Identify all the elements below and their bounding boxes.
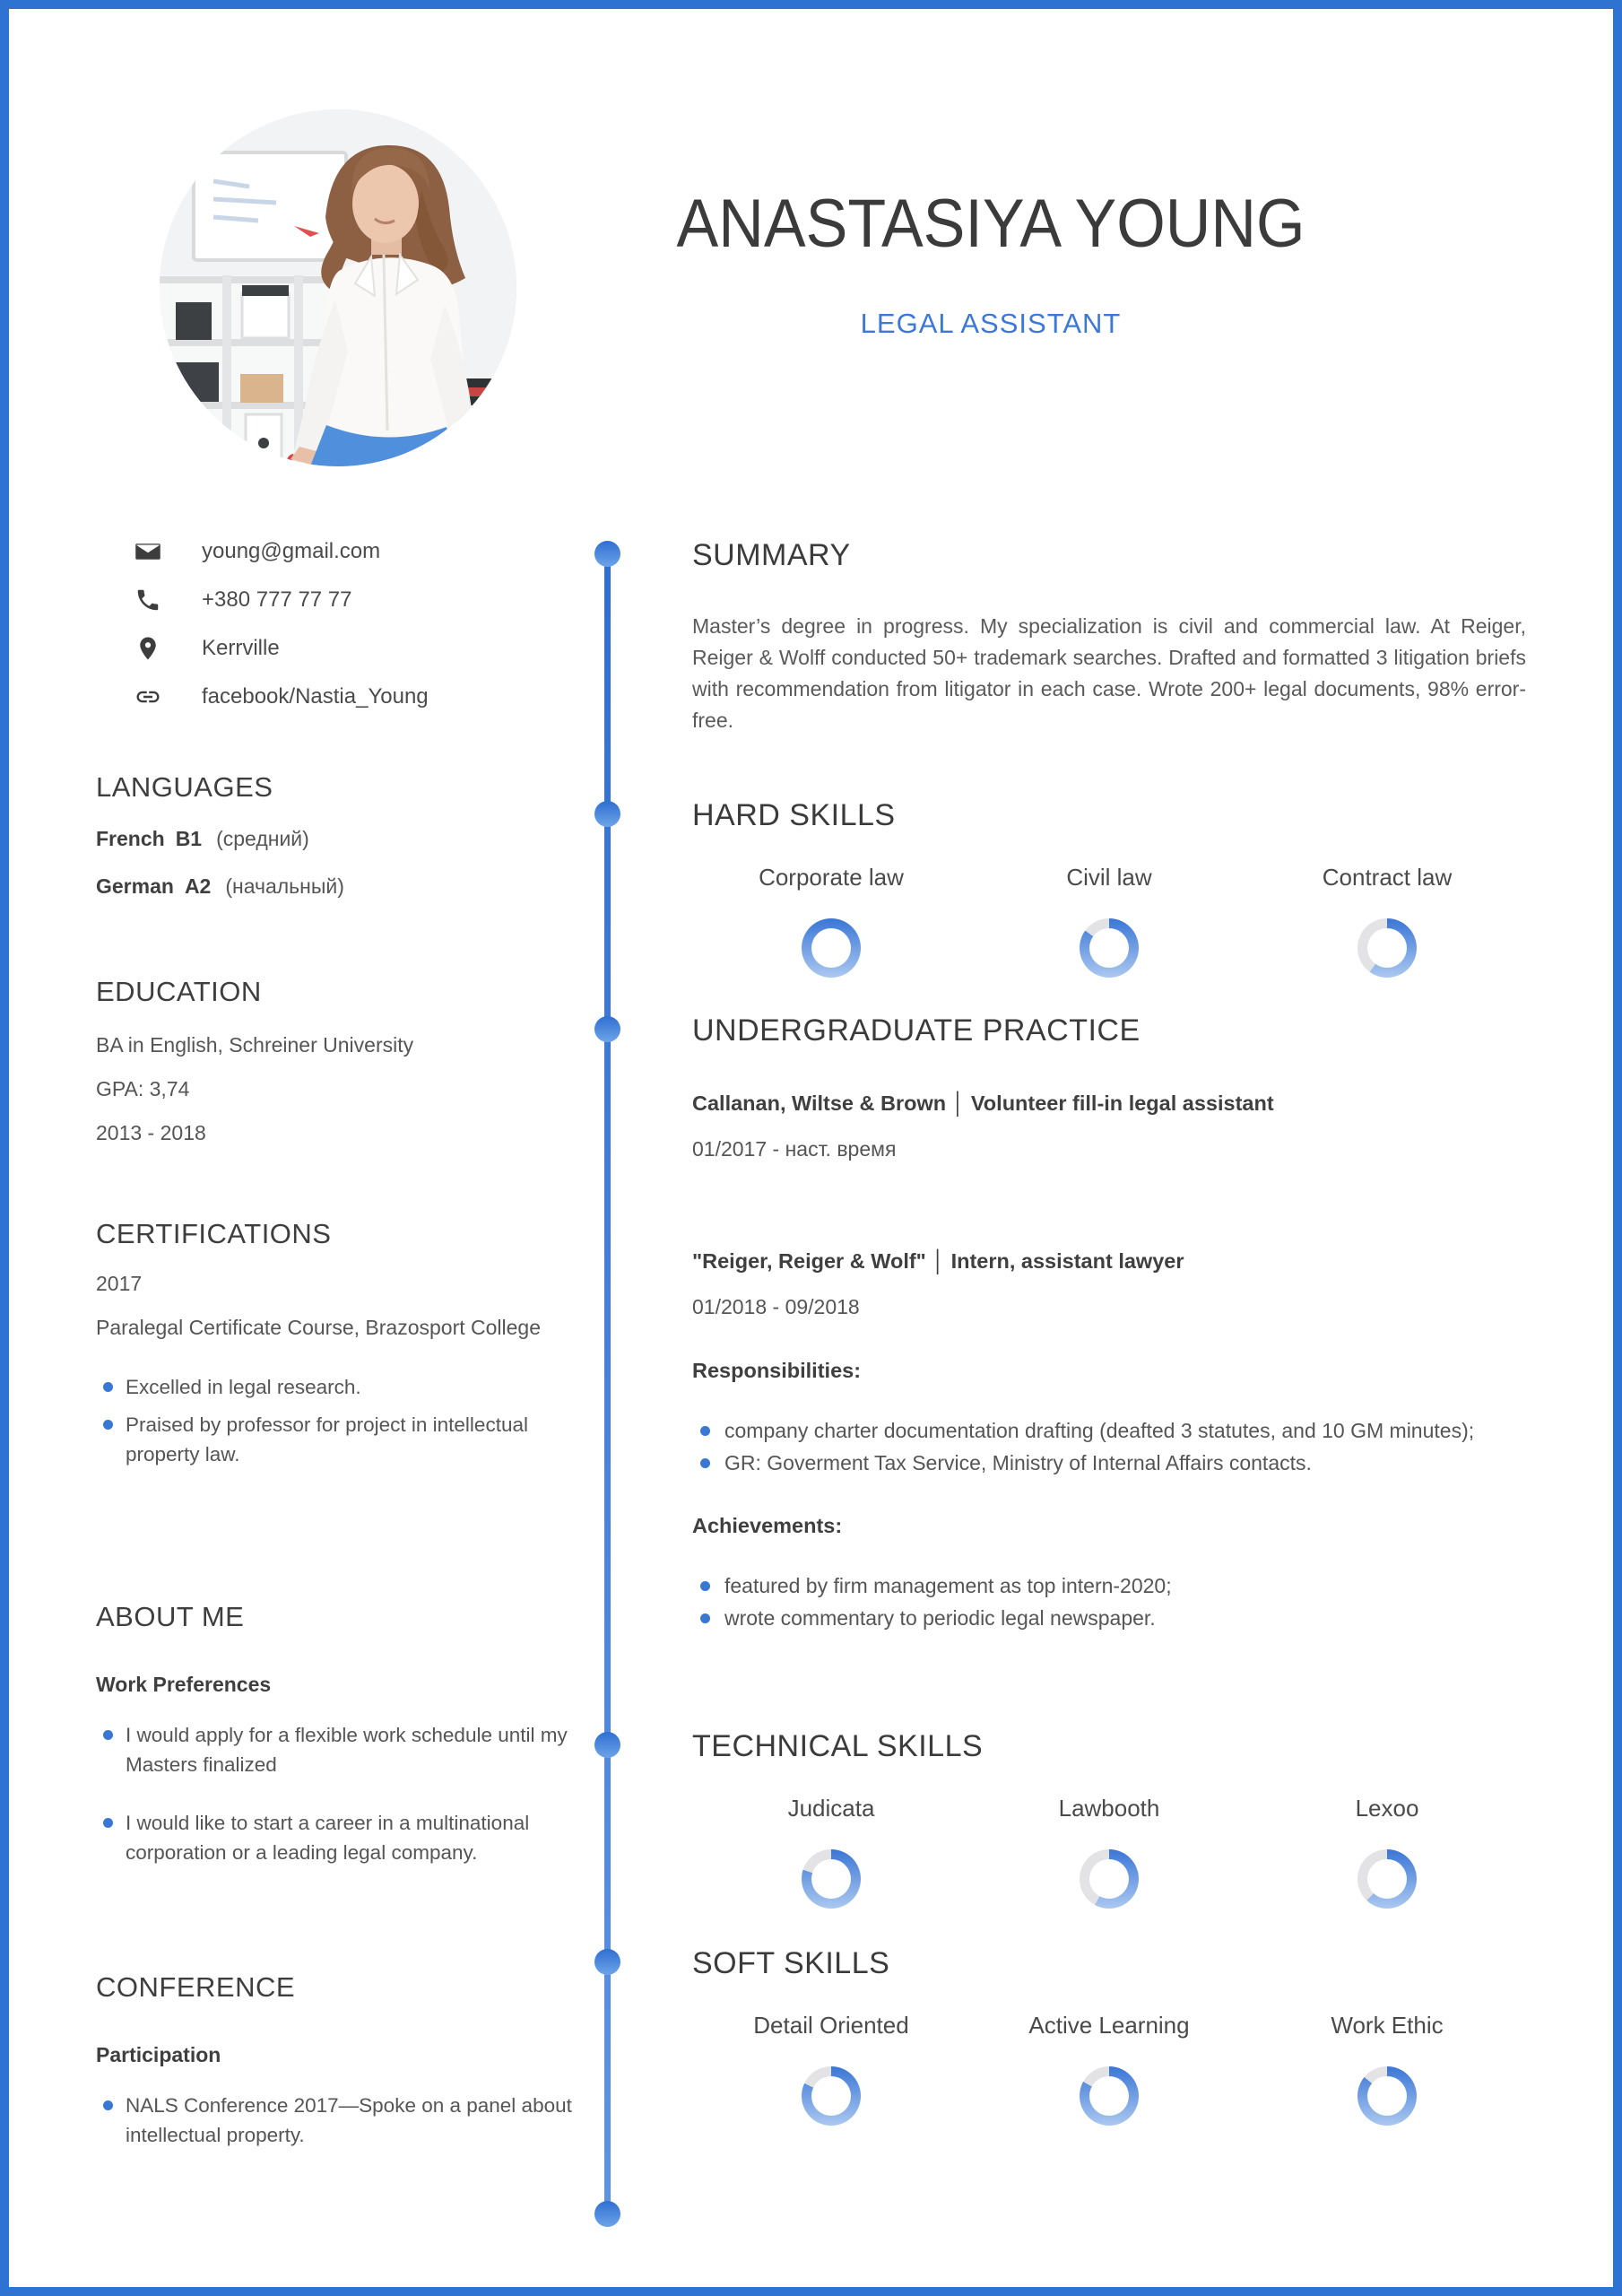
section-summary	[692, 538, 1526, 736]
skill-label: Judicata	[787, 1795, 875, 1822]
technical-skills-row	[692, 1795, 1526, 1909]
list-item: GR: Goverment Tax Service, Ministry of Internal Affairs contacts.	[692, 1448, 1526, 1479]
section-education	[96, 976, 587, 1145]
section-about-me	[96, 1601, 587, 1896]
job-dates: 01/2017 - наст. время	[692, 1137, 897, 1161]
practice-job-1	[692, 1091, 1526, 1161]
lang-name: French	[96, 827, 165, 850]
skill	[970, 2012, 1248, 2126]
skill-label: Lexoo	[1355, 1795, 1419, 1822]
list-item: Excelled in legal research.	[96, 1372, 587, 1402]
list-item: wrote commentary to periodic legal newspaper.	[692, 1603, 1526, 1634]
achievements-label: Achievements:	[692, 1514, 843, 1537]
skill	[692, 1795, 970, 1909]
timeline-dot-soft-skills	[594, 1949, 620, 1975]
list-item: featured by firm management as top intern-2020;	[692, 1570, 1526, 1602]
text-line: Paralegal Certificate Course, Brazosport College	[96, 1316, 542, 1339]
text-line: 2017	[96, 1272, 143, 1295]
phone-icon	[133, 585, 163, 615]
job-heading: "Reiger, Reiger & Wolf" │ Intern, assistant lawyer	[692, 1249, 1184, 1273]
responsibilities-label: Responsibilities:	[692, 1359, 862, 1382]
skill-donut-chart	[1080, 2066, 1139, 2126]
text-line: GPA: 3,74	[96, 1077, 190, 1100]
conference-title: CONFERENCE	[96, 1971, 296, 2003]
sidebar	[96, 527, 587, 721]
section-certifications	[96, 1218, 587, 1477]
skill-label: Lawbooth	[1058, 1795, 1160, 1822]
lang-level: A2	[184, 874, 212, 898]
skill	[970, 1795, 1248, 1909]
timeline-dot-practice	[594, 1016, 620, 1042]
education-lines	[96, 1033, 587, 1145]
timeline-dot-summary	[594, 541, 620, 567]
list-item: company charter documentation drafting (deafted 3 statutes, and 10 GM minutes);	[692, 1415, 1526, 1447]
skill-donut-chart	[1080, 1849, 1139, 1909]
profile-photo	[160, 109, 516, 466]
contact-phone: +380 777 77 77	[202, 587, 352, 612]
skill-label: Detail Oriented	[753, 2012, 909, 2039]
achievements-bullets	[692, 1570, 1526, 1633]
skill	[1248, 864, 1526, 978]
education-title: EDUCATION	[96, 976, 262, 1007]
job-heading: Callanan, Wiltse & Brown │ Volunteer fill-in legal assistant	[692, 1091, 1274, 1115]
practice-title: UNDERGRADUATE PRACTICE	[692, 1013, 1141, 1048]
list-item: I would apply for a flexible work schedule until my Masters finalized	[96, 1720, 587, 1779]
skill-donut-chart	[1357, 1849, 1417, 1909]
responsibilities-block	[692, 1359, 1526, 1478]
skill-donut-chart	[1357, 2066, 1417, 2126]
list-item: NALS Conference 2017—Spoke on a panel about intellectual property.	[96, 2091, 587, 2150]
about-me-title: ABOUT ME	[96, 1601, 245, 1632]
section-hard-skills	[692, 798, 1526, 978]
languages-title: LANGUAGES	[96, 771, 273, 803]
header	[565, 187, 1417, 340]
skill	[970, 864, 1248, 978]
section-practice	[692, 1013, 1526, 1634]
contact-row-phone	[96, 576, 587, 624]
contact-facebook: facebook/Nastia_Young	[202, 684, 429, 709]
skill-donut-chart	[802, 918, 861, 978]
skill-donut-chart	[802, 2066, 861, 2126]
summary-title: SUMMARY	[692, 538, 851, 572]
contact-row-location	[96, 624, 587, 673]
technical-skills-title: TECHNICAL SKILLS	[692, 1729, 984, 1763]
profile-photo-illustration	[160, 109, 516, 466]
lang-name: German	[96, 874, 174, 898]
certifications-bullets	[96, 1372, 587, 1469]
conference-bullets	[96, 2091, 587, 2150]
lang-note: (средний)	[216, 827, 309, 850]
list-item: I would like to start a career in a multinational corporation or a leading legal company.	[96, 1808, 587, 1867]
practice-job-2	[692, 1249, 1526, 1319]
skill-donut-chart	[1080, 918, 1139, 978]
skill-label: Active Learning	[1028, 2012, 1190, 2039]
link-icon	[133, 682, 163, 712]
skill-label: Work Ethic	[1331, 2012, 1444, 2039]
list-item: Praised by professor for project in intellectual property law.	[96, 1410, 587, 1469]
skill	[692, 864, 970, 978]
contact-block	[96, 527, 587, 721]
contact-location: Kerrville	[202, 636, 280, 660]
certifications-title: CERTIFICATIONS	[96, 1218, 332, 1249]
certifications-lines	[96, 1272, 587, 1340]
lang-level: B1	[175, 827, 203, 850]
about-subtitle: Work Preferences	[96, 1673, 272, 1696]
contact-email: young@gmail.com	[202, 539, 381, 563]
soft-skills-row	[692, 2012, 1526, 2126]
skill	[1248, 2012, 1526, 2126]
section-languages	[96, 771, 587, 899]
section-soft-skills	[692, 1946, 1526, 2126]
language-item	[96, 827, 587, 851]
person-job-title: LEGAL ASSISTANT	[860, 308, 1122, 339]
section-technical-skills	[692, 1729, 1526, 1909]
contact-row-facebook	[96, 673, 587, 721]
text-line: BA in English, Schreiner University	[96, 1033, 414, 1057]
soft-skills-title: SOFT SKILLS	[692, 1946, 890, 1980]
responsibilities-bullets	[692, 1415, 1526, 1478]
languages-list	[96, 827, 587, 899]
timeline-dot-end	[594, 2201, 620, 2227]
hard-skills-title: HARD SKILLS	[692, 798, 896, 832]
language-item	[96, 874, 587, 899]
skill-label: Contract law	[1322, 864, 1453, 891]
skill	[692, 2012, 970, 2126]
skill-donut-chart	[1357, 918, 1417, 978]
achievements-block	[692, 1514, 1526, 1633]
about-bullets	[96, 1720, 587, 1867]
hard-skills-row	[692, 864, 1526, 978]
summary-text: Master’s degree in progress. My specialization is civil and commercial law. At Reiger, Reiger & Wolff conducted 50+ trademark searches. Drafted and formatted 3 litigation briefs with recommendation from litigator in each case. Wrote 200+ legal documents, 98% error-free.	[692, 614, 1526, 732]
skill	[1248, 1795, 1526, 1909]
text-line: 2013 - 2018	[96, 1121, 206, 1144]
section-conference	[96, 1971, 587, 2158]
skill-label: Corporate law	[759, 864, 904, 891]
job-dates: 01/2018 - 09/2018	[692, 1295, 860, 1318]
timeline-dot-technical-skills	[594, 1732, 620, 1758]
skill-donut-chart	[802, 1849, 861, 1909]
location-icon	[133, 633, 163, 664]
timeline-dot-hard-skills	[594, 801, 620, 827]
lang-note: (начальный)	[225, 874, 344, 898]
email-icon	[133, 536, 163, 567]
contact-row-email	[96, 527, 587, 576]
conference-subtitle: Participation	[96, 2043, 221, 2066]
skill-label: Civil law	[1066, 864, 1152, 891]
person-name: ANASTASIYA YOUNG	[676, 186, 1305, 262]
